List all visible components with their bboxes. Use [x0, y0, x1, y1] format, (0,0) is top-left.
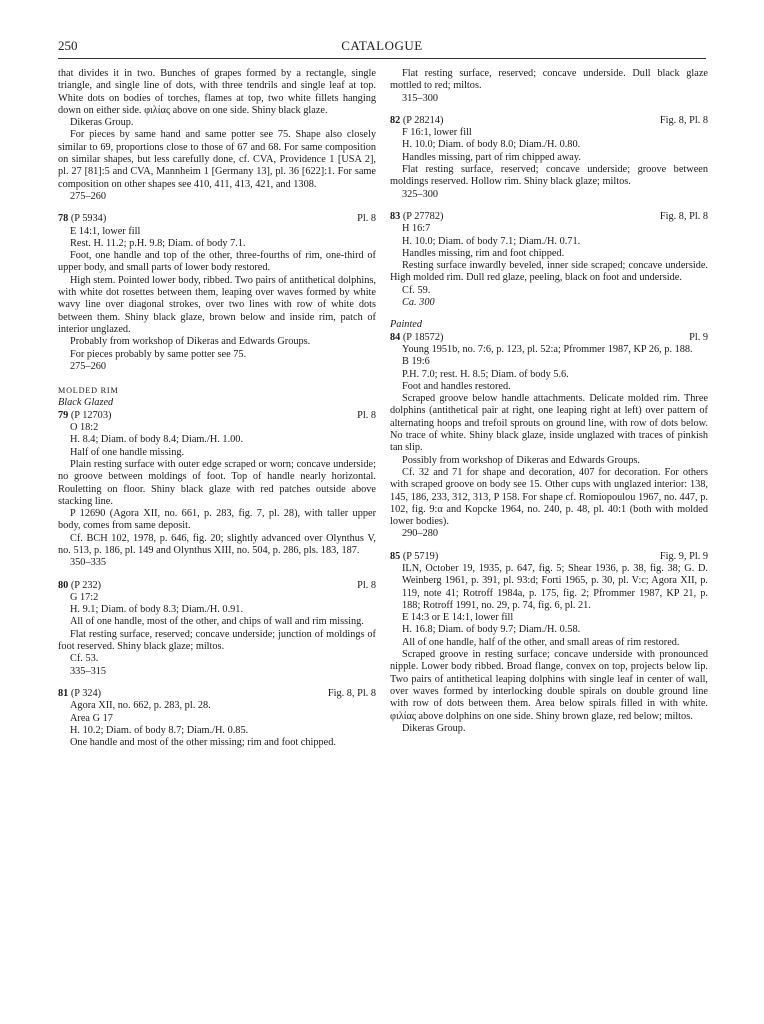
- inventory-number: (P 5934): [70, 213, 107, 225]
- comparanda: Cf. BCH 102, 1978, p. 646, fig. 20; slightly advanced over Olynthus V, no. 513, p. 186, pl. 149 and Olynthus XIII, no. 504, p. 286, pls. 183, 187.: [58, 532, 376, 556]
- bibliography: Agora XII, no. 662, p. 283, pl. 28.: [70, 700, 211, 712]
- deposit: O 18:2: [70, 422, 99, 434]
- deposit: E 14:1, lower fill: [70, 225, 141, 237]
- dimensions: H. 10.0; Diam. of body 7.1; Diam./H. 0.71.: [402, 235, 581, 247]
- deposit: G 17:2: [70, 591, 99, 603]
- attribution: Possibly from workshop of Dikeras and Edwards Groups.: [402, 454, 640, 466]
- figure-plate-reference: Fig. 8, Pl. 8: [327, 687, 376, 699]
- entry-head: [390, 551, 708, 563]
- entry-head: [58, 213, 376, 225]
- entry-81: [58, 688, 376, 749]
- date-range: 350–335: [70, 557, 107, 569]
- figure-plate-reference: Fig. 9, Pl. 9: [659, 550, 708, 562]
- entry-head: [390, 211, 708, 223]
- description: High stem. Pointed lower body, ribbed. Two pairs of antithetical dolphins, with white dot rosettes between them, leaping over waves formed by white wavy line over diagonal strokes, over two lines with row of white dots between them. Shiny black glaze, brown below and inside rim, patch of interior unglazed.: [58, 274, 376, 335]
- comparanda: Cf. 59.: [402, 284, 431, 296]
- description-continued: Flat resting surface, reserved; concave underside. Dull black glaze mottled to red; miltos.: [390, 68, 708, 92]
- entry-78: [58, 213, 376, 373]
- deposit: E 14:3 or E 14:1, lower fill: [402, 612, 514, 624]
- plate-reference: Pl. 8: [357, 579, 376, 591]
- entry-83: [390, 211, 708, 309]
- figure-plate-reference: Fig. 8, Pl. 8: [659, 210, 708, 222]
- dimensions: H. 8.4; Diam. of body 8.4; Diam./H. 1.00.: [70, 434, 244, 446]
- inventory-number: (P 27782): [402, 210, 444, 222]
- deposit: H 16:7: [402, 223, 431, 235]
- description: Flat resting surface, reserved; concave underside; groove between moldings reserved. Hollow rim. Shiny black glaze; miltos.: [390, 164, 708, 188]
- date-range: 315–300: [402, 92, 439, 104]
- description: Scraped groove below handle attachments. Delicate molded rim. Three dolphins (antithetical pair at right, one leaping right at left) over pattern of alternating hoops and trefoil sprouts on ground line, with row of dots below. No trace of white. Shiny black glaze, inside unglazed with traces of pinkish tan slip.: [390, 393, 708, 454]
- bibliography: ILN, October 19, 1935, p. 647, fig. 5; Shear 1936, p. 38, fig. 38; G. D. Weinberg 1961, p. 391, pl. 93:d; Forti 1965, p. 30, pl. V:c; Agora XII, p. 119, note 41; Rotroff 1984a, p. 175, fig. 2; Pfrommer 1987, KP 21, p. 188; Rotroff 1991, no. 29, p. 74, fig. 6, pl. 21.: [402, 562, 708, 611]
- dimensions: Rest. H. 11.2; p.H. 9.8; Diam. of body 7.1.: [70, 237, 246, 249]
- inventory-number: (P 12703): [70, 409, 112, 421]
- condition: All of one handle, half of the other, and small areas of rim restored.: [402, 636, 680, 648]
- section-heading: MOLDED RIM: [58, 386, 119, 396]
- date-range: 325–300: [402, 188, 439, 200]
- entry-84: [390, 332, 708, 541]
- comparanda: For pieces probably by same potter see 75.: [70, 348, 247, 360]
- entry-number: 84: [390, 331, 401, 343]
- dimensions: P.H. 7.0; rest. H. 8.5; Diam. of body 5.6.: [402, 368, 569, 380]
- group-attribution: Dikeras Group.: [402, 722, 466, 734]
- entry-80: [58, 580, 376, 678]
- entry-number: 83: [390, 210, 401, 222]
- condition: Foot and handles restored.: [402, 380, 511, 392]
- inventory-number: (P 28214): [402, 114, 444, 126]
- comparanda: Cf. 53.: [70, 653, 99, 665]
- condition: Handles missing, part of rim chipped away.: [402, 151, 581, 163]
- dimensions: H. 10.2; Diam. of body 8.7; Diam./H. 0.85.: [70, 724, 249, 736]
- entry-79: [58, 410, 376, 570]
- comparanda: For pieces by same hand and same potter see 75. Shape also closely similar to 69, proportions close to those of 67 and 68. For same composition on similar shapes, but less carefully done, cf. CVA, Providence 1 [USA 2], pl. 27 [81]:5 and CVA, Mannheim 1 [Germany 13], pl. 36 [622]:1. For same composition on other shapes see 410, 411, 413, 421, and 1308.: [58, 129, 376, 190]
- deposit: B 19:6: [402, 356, 430, 368]
- subsection-heading: Painted: [390, 319, 423, 331]
- description: Resting surface inwardly beveled, inner side scraped; concave underside. High molded rim. Dull red glaze, peeling, black on foot and underside.: [390, 260, 708, 284]
- page-number: 250: [58, 38, 78, 53]
- group-attribution: Dikeras Group.: [70, 117, 134, 129]
- date-range: 275–260: [70, 190, 107, 202]
- attribution: Probably from workshop of Dikeras and Edwards Groups.: [70, 336, 311, 348]
- comparanda: Cf. 32 and 71 for shape and decoration, 407 for decoration. For others with scraped groove on body see 15. Other cups with unglazed interior: 138, 145, 186, 233, 312, 313, P 158. For shape cf. Romiopoulou 1967, no. 447, p. 102, fig. 9:α and Kopcke 1964, no. 240, p. 48, pl. 40:1 (both with molded lower bodies).: [390, 466, 708, 528]
- entry-85: [390, 551, 708, 735]
- entry-head: [390, 115, 708, 127]
- left-column: [58, 68, 376, 749]
- right-column: [390, 68, 708, 735]
- deposit: Area G 17: [70, 712, 113, 724]
- condition: Half of one handle missing.: [70, 446, 185, 458]
- entry-number: 78: [58, 213, 69, 225]
- dimensions: H. 9.1; Diam. of body 8.3; Diam./H. 0.91.: [70, 604, 244, 616]
- date-range: 335–315: [70, 665, 107, 677]
- dimensions: H. 16.8; Diam. of body 9.7; Diam./H. 0.58.: [402, 624, 581, 636]
- entry-head: [58, 580, 376, 592]
- entry-number: 80: [58, 579, 69, 591]
- description: Plain resting surface with outer edge scraped or worn; concave underside; no groove between moldings of foot. Top of handle nearly horizontal. Rouletting on floor. Shiny black glaze with red patches outside above stacking line.: [58, 458, 376, 507]
- condition: All of one handle, most of the other, and chips of wall and rim missing.: [70, 616, 364, 628]
- date-range: 290–280: [402, 528, 439, 540]
- figure-plate-reference: Fig. 8, Pl. 8: [659, 114, 708, 126]
- entry-head: [390, 332, 708, 344]
- page-header: [58, 40, 706, 59]
- inventory-number: (P 324): [70, 687, 102, 699]
- plate-reference: Pl. 8: [357, 409, 376, 421]
- condition: Handles missing, rim and foot chipped.: [402, 247, 565, 259]
- plate-reference: Pl. 9: [689, 331, 708, 343]
- running-head: CATALOGUE: [341, 38, 423, 53]
- entry-number: 85: [390, 550, 401, 562]
- condition: Foot, one handle and top of the other, three-fourths of rim, one-third of upper body, and small parts of lower body restored.: [58, 250, 376, 274]
- intro-text: that divides it in two. Bunches of grapes formed by a rectangle, single triangle, and single line of dots, with three tendrils and single leaf at top. White dots on bodies of torches, flames at top, two white fillets hanging down on either side. φιλίας above on one side. Shiny black glaze.: [58, 68, 376, 116]
- related-piece: P 12690 (Agora XII, no. 661, p. 283, fig. 7, pl. 28), with taller upper body, comes from same deposit.: [58, 508, 376, 532]
- deposit: F 16:1, lower fill: [402, 127, 472, 139]
- date-range: 275–260: [70, 360, 107, 372]
- entry-head: [58, 688, 376, 700]
- inventory-number: (P 5719): [402, 550, 439, 562]
- entry-number: 79: [58, 409, 69, 421]
- inventory-number: (P 18572): [402, 331, 444, 343]
- subsection-heading: Black Glazed: [58, 397, 114, 409]
- condition: One handle and most of the other missing; rim and foot chipped.: [70, 737, 336, 749]
- bibliography: Young 1951b, no. 7:6, p. 123, pl. 52:a; Pfrommer 1987, KP 26, p. 188.: [402, 343, 693, 355]
- description: Flat resting surface, reserved; concave underside; junction of moldings of foot reserved. Shiny black glaze; miltos.: [58, 628, 376, 653]
- inventory-number: (P 232): [70, 579, 102, 591]
- entry-number: 81: [58, 687, 69, 699]
- entry-number: 82: [390, 114, 401, 126]
- entry-82: [390, 115, 708, 201]
- dimensions: H. 10.0; Diam. of body 8.0; Diam./H. 0.80.: [402, 139, 581, 151]
- entry-head: [58, 410, 376, 422]
- description: Scraped groove in resting surface; concave underside with pronounced nipple. Lower body ribbed. Broad flange, convex on top, projects below lip. Two pairs of antithetical leaping dolphins with single leaf in center of wall, over waves formed by interlocking double spirals on double ground line with row of dots between them. Area below spirals filled in with white. φιλίας above dolphins on one side. Shiny brown glaze, red below; miltos.: [390, 649, 708, 722]
- plate-reference: Pl. 8: [357, 213, 376, 225]
- date-range: Ca. 300: [402, 297, 435, 309]
